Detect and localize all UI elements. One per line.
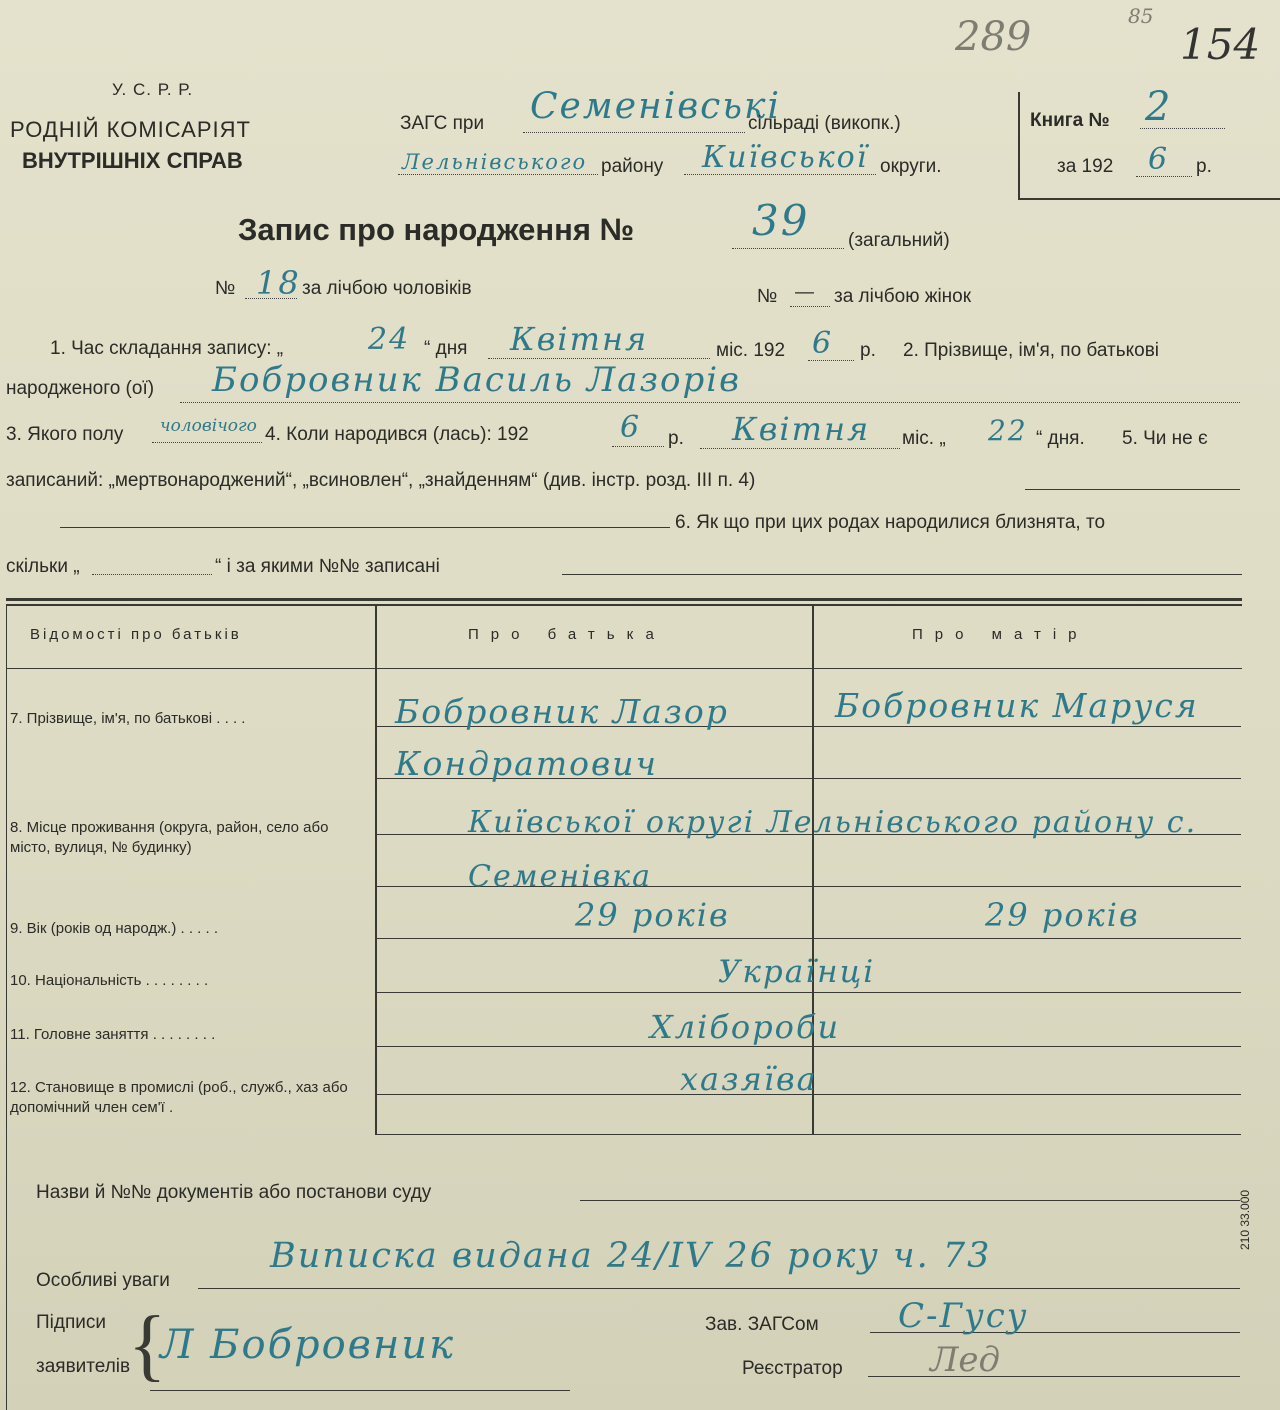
- field5-cont: записаний: „мертвонароджений“, „всиновлен“, „знайденням“ (див. інстр. розд. III п. 4): [6, 470, 756, 491]
- field3-value: чоловічого: [160, 416, 257, 436]
- row12-label: 12. Становище в промислі (роб., служб., хаз або допомічний член сем'ї .: [10, 1079, 348, 1116]
- mother-age: 29 років: [985, 896, 1140, 934]
- field3-label: 3. Якого полу: [6, 424, 124, 445]
- field4-r: р.: [668, 428, 684, 449]
- table-header-father: Про батька: [468, 626, 666, 643]
- page-number: 154: [1180, 20, 1261, 69]
- male-count-prefix: №: [215, 278, 236, 299]
- okrug-suffix: округи.: [880, 156, 942, 177]
- registrar-label: Реєстратор: [742, 1358, 843, 1379]
- book-label: Книга №: [1030, 110, 1110, 131]
- zags-head-signature: С-Гусу: [898, 1296, 1029, 1336]
- notes-label: Особливі уваги: [36, 1270, 170, 1291]
- nationality: Українці: [718, 954, 876, 990]
- male-count-label: за лічбою чоловіків: [302, 278, 472, 299]
- field1-mid: “ дня: [424, 338, 468, 359]
- row11-label: 11. Головне заняття . . . . . . . .: [10, 1026, 216, 1043]
- field4-day: 22: [988, 414, 1028, 447]
- signatures-brace: {: [128, 1301, 167, 1389]
- father-age: 29 років: [575, 896, 730, 934]
- field4-label: 4. Коли народився (лась): 192: [265, 424, 529, 445]
- notes-handwritten: Виписка видана 24/IV 26 року ч. 73: [270, 1236, 992, 1276]
- zags-prefix: ЗАГС при: [400, 113, 485, 134]
- signature-handwritten: Л Бобровник: [160, 1322, 455, 1368]
- field2-value: Бобровник Василь Лазорів: [212, 360, 741, 400]
- table-header-mother: Про матір: [912, 626, 1089, 643]
- female-count-number: —: [795, 282, 814, 303]
- field4-month: Квітня: [732, 410, 871, 448]
- row10-label: 10. Національність . . . . . . . .: [10, 972, 209, 989]
- female-count-prefix: №: [757, 286, 778, 307]
- field1-year: 6: [812, 326, 834, 361]
- archive-small-number: 85: [1128, 4, 1154, 28]
- margin-print: 210 33.000: [1238, 1189, 1252, 1250]
- row7-label: 7. Прізвище, ім'я, по батькові . . . .: [10, 710, 246, 727]
- village-suffix: сільраді (викопк.): [748, 113, 901, 134]
- field6-cont-b: “ і за якими №№ записані: [215, 556, 440, 577]
- female-count-label: за лічбою жінок: [834, 286, 972, 307]
- father-name: Бобровник Лазор Кондратович: [395, 692, 729, 783]
- row9-label: 9. Вік (років од народж.) . . . . .: [10, 920, 218, 937]
- male-count-number: 18: [256, 264, 301, 302]
- field2-label: 2. Прізвище, ім'я, по батькові: [903, 340, 1160, 361]
- okrug-handwritten: Київської: [702, 140, 869, 175]
- village-handwritten: Семенівські: [530, 86, 781, 127]
- book-number: 2: [1145, 84, 1173, 130]
- father-residence: Київської округі Лельнівського району с. Семенівка: [468, 805, 1198, 894]
- field1-year-label: міс. 192: [716, 340, 786, 361]
- book-year-prefix: за 192: [1057, 156, 1114, 177]
- field1-year-suffix: р.: [860, 340, 876, 361]
- record-number-suffix: (загальний): [848, 230, 950, 251]
- signatures-label-a: Підписи: [36, 1312, 106, 1333]
- occupation: Хлібороби: [650, 1008, 841, 1046]
- industry-status: хазяїва: [680, 1060, 818, 1098]
- ussr-label: У. С. Р. Р.: [112, 80, 194, 99]
- mother-name: Бобровник Маруся: [835, 686, 1199, 725]
- district-handwritten: Лельнівського: [402, 150, 588, 174]
- district-suffix: району: [601, 156, 664, 177]
- row8-label: 8. Місце проживання (округа, район, село або місто, вулиця, № будинку): [10, 819, 329, 856]
- zags-head-label: Зав. ЗАГСом: [705, 1314, 819, 1335]
- field2-cont: народженого (ої): [6, 378, 155, 399]
- field5-label: 5. Чи не є: [1122, 428, 1208, 449]
- field4-mis: міс. „: [902, 428, 946, 449]
- registrar-signature: Лед: [930, 1340, 1001, 1380]
- field6-cont-a: скільки „: [6, 556, 80, 577]
- ministry-line1: РОДНІЙ КОМІСАРІЯТ: [10, 117, 251, 142]
- signatures-label-b: заявителів: [36, 1356, 131, 1377]
- field6-label: 6. Як що при цих родах народилися близнята, то: [675, 512, 1106, 533]
- field1-month: Квітня: [510, 320, 649, 358]
- field1-day: 24: [368, 322, 411, 357]
- field4-year: 6: [620, 410, 642, 445]
- ministry-line2: ВНУТРІШНІХ СПРАВ: [22, 148, 243, 173]
- documents-label: Назви й №№ документів або постанови суду: [36, 1182, 432, 1203]
- record-number: 39: [752, 196, 810, 245]
- book-year-digit: 6: [1148, 142, 1170, 177]
- archive-number: 289: [955, 14, 1032, 60]
- field1-label: 1. Час складання запису: „: [50, 338, 284, 359]
- field4-day-suffix: “ дня.: [1036, 428, 1085, 449]
- record-title: Запис про народження №: [238, 212, 635, 247]
- book-year-suffix: р.: [1196, 156, 1212, 177]
- table-header-info: Відомості про батьків: [30, 626, 242, 643]
